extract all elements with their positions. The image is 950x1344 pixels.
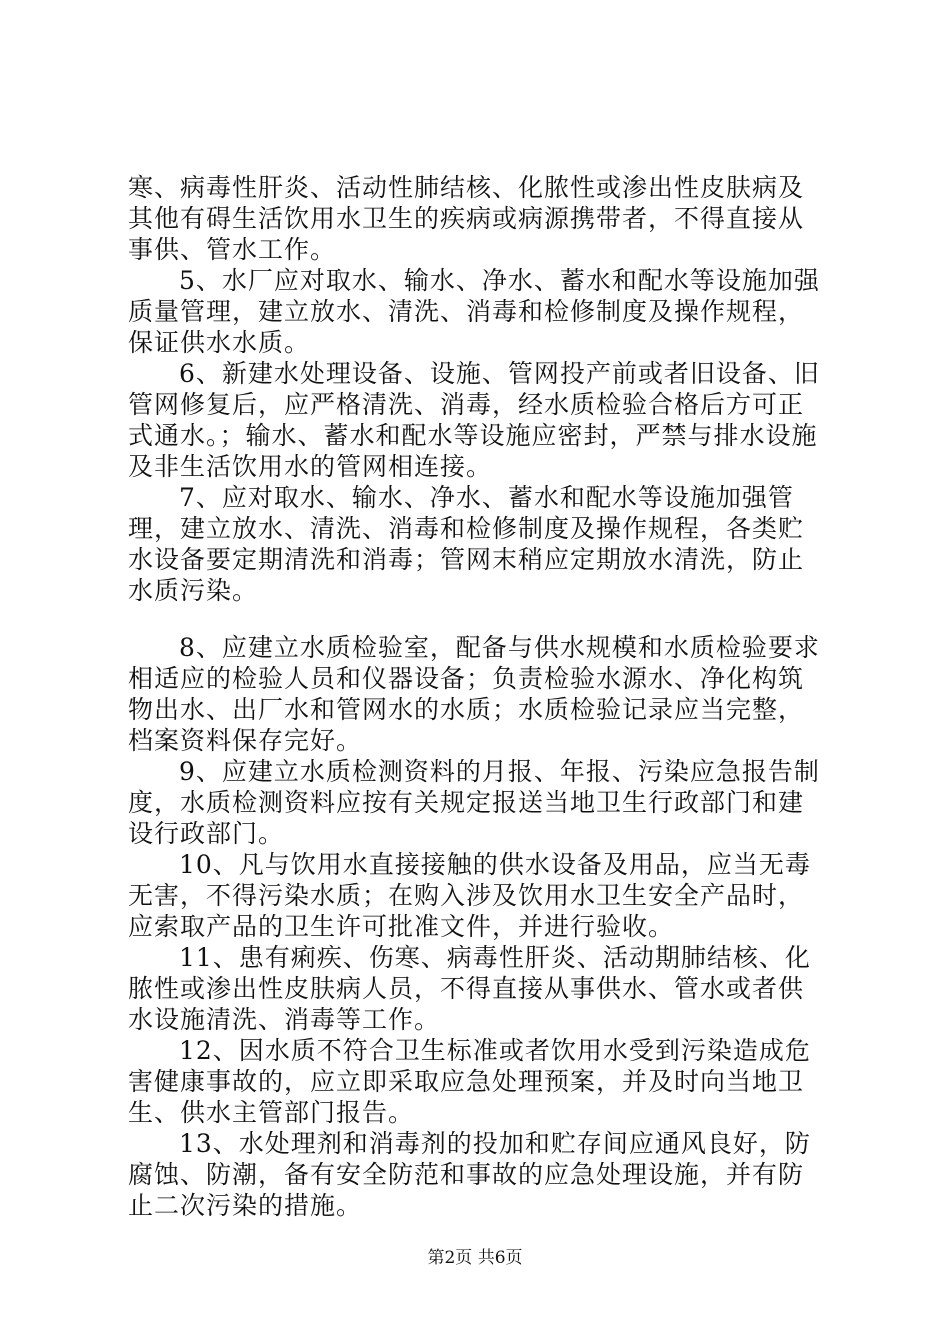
paragraph-item-11: 11、患有痢疾、伤寒、病毒性肝炎、活动期肺结核、化脓性或渗出性皮肤病人员，不得直接从事供水、管水或者供水设施清洗、消毒等工作。 [128,943,811,1034]
paragraph-item-13: 13、水处理剂和消毒剂的投加和贮存间应通风良好，防腐蚀、防潮，备有安全防范和事故的应急处理设施，并有防止二次污染的措施。 [128,1129,811,1220]
paragraph-item-5: 5、水厂应对取水、输水、净水、蓄水和配水等设施加强质量管理，建立放水、清洗、消毒和检修制度及操作规程，保证供水水质。 [128,266,820,357]
page-number-footer: 第2页 共6页 [427,1248,523,1268]
document-body [128,172,828,1221]
paragraph-item-8: 8、应建立水质检验室，配备与供水规模和水质检验要求相适应的检验人员和仪器设备；负责检验水源水、净化构筑物出水、出厂水和管网水的水质；水质检验记录应当完整，档案资料保存完好。 [128,633,820,755]
paragraph-item-10: 10、凡与饮用水直接接触的供水设备及用品，应当无毒无害，不得污染水质；在购入涉及饮用水卫生安全产品时，应索取产品的卫生许可批准文件，并进行验收。 [128,850,811,941]
paragraph-item-12: 12、因水质不符合卫生标准或者饮用水受到污染造成危害健康事故的，应立即采取应急处理预案，并及时向当地卫生、供水主管部门报告。 [128,1036,811,1127]
paragraph-continuation: 寒、病毒性肝炎、活动性肺结核、化脓性或渗出性皮肤病及其他有碍生活饮用水卫生的疾病或病源携带者，不得直接从事供、管水工作。 [128,173,805,264]
paragraph-item-6: 6、新建水处理设备、设施、管网投产前或者旧设备、旧管网修复后，应严格清洗、消毒，经水质检验合格后方可正式通水。；输水、蓄水和配水等设施应密封，严禁与排水设施及非生活饮用水的管网相连接。 [128,359,820,481]
paragraph-item-7: 7、应对取水、输水、净水、蓄水和配水等设施加强管理，建立放水、清洗、消毒和检修制度及操作规程，各类贮水设备要定期清洗和消毒；管网末稍应定期放水清洗，防止水质污染。 [128,483,805,605]
paragraph-item-9: 9、应建立水质检测资料的月报、年报、污染应急报告制度，水质检测资料应按有关规定报送当地卫生行政部门和建设行政部门。 [128,757,820,848]
